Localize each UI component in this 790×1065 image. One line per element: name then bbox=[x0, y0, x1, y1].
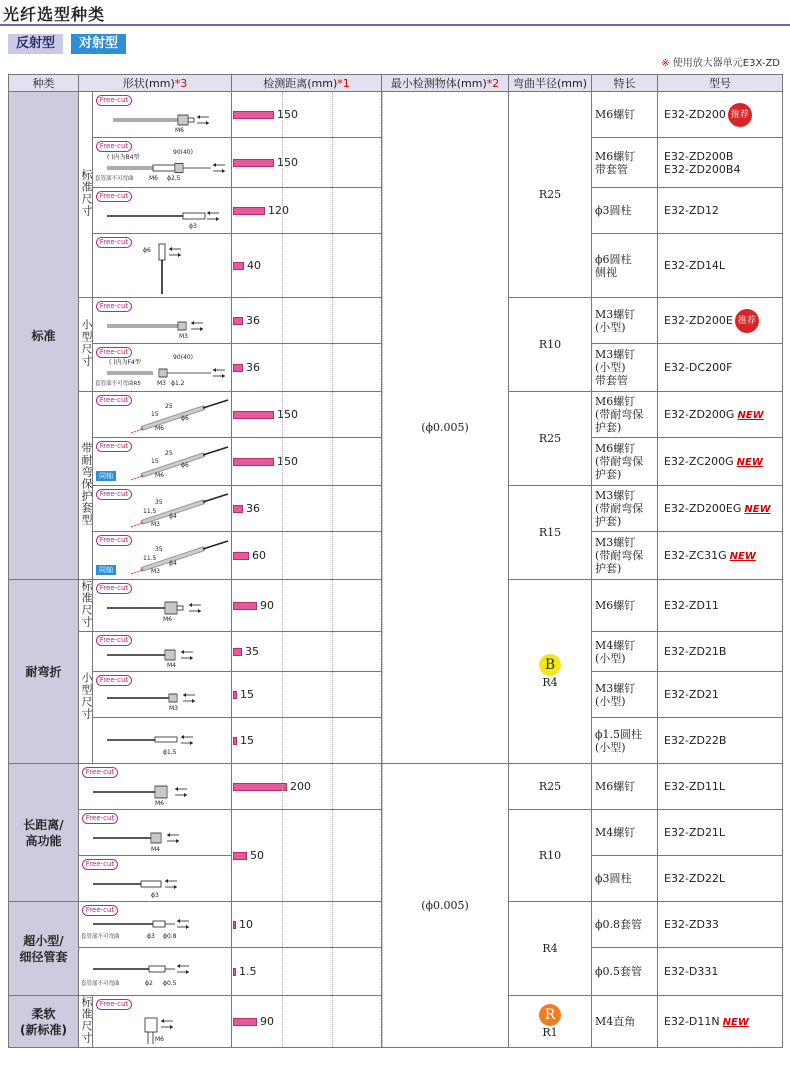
feature-text: ϕ1.5圆柱 (小型) bbox=[592, 718, 658, 764]
distance-bar bbox=[233, 602, 257, 610]
shape-diagram bbox=[93, 188, 232, 234]
category-mini: 超小型/ 细径管套 bbox=[9, 902, 79, 996]
thread-m6: M6 bbox=[155, 425, 164, 432]
subcat-label: 标准尺寸 bbox=[80, 996, 93, 1044]
distance-content bbox=[232, 849, 381, 862]
dim-phi2-5: ϕ2.5 bbox=[167, 175, 181, 182]
distance-value: 150 bbox=[277, 455, 299, 468]
badge-r: R bbox=[539, 1004, 561, 1026]
distance-content bbox=[232, 502, 381, 515]
feature-text: ϕ3圆柱 bbox=[592, 188, 658, 234]
bend-radius-r4a bbox=[509, 580, 592, 764]
new-badge: NEW bbox=[736, 456, 763, 468]
model-number bbox=[658, 486, 783, 532]
tab-through-beam[interactable]: 对射型 bbox=[71, 34, 126, 54]
model-name[interactable]: E32-ZD22L bbox=[664, 872, 726, 886]
model-number bbox=[658, 764, 783, 810]
shape-diagram bbox=[93, 996, 232, 1048]
free-cut-label: Free-cut bbox=[96, 441, 132, 452]
shape-diagram bbox=[93, 138, 232, 188]
subcat-std_size bbox=[79, 580, 93, 632]
bend-radius-r25b: R25 bbox=[509, 392, 592, 486]
fiber-selection-table bbox=[8, 74, 783, 1048]
subcat-small_size bbox=[79, 632, 93, 764]
distance-content bbox=[232, 204, 381, 217]
b4-note: ( )内为B4型 bbox=[107, 154, 140, 161]
header-model: 型号 bbox=[658, 75, 783, 92]
subcat-small_size bbox=[79, 298, 93, 392]
dim-phi3: ϕ3 bbox=[189, 223, 197, 230]
shape-diagram bbox=[93, 234, 232, 298]
dim-phi6: ϕ6 bbox=[181, 462, 189, 469]
distance-content bbox=[232, 599, 381, 612]
model-name[interactable]: E32-ZC31G bbox=[664, 549, 727, 563]
dim-phi4: ϕ4 bbox=[169, 560, 177, 567]
distance-value: 36 bbox=[246, 502, 261, 515]
dim-phi1-2: ϕ1.2 bbox=[171, 380, 185, 387]
dim-phi3: ϕ3 bbox=[151, 892, 159, 899]
dim-90-40: 90(40) bbox=[173, 354, 193, 361]
thread-m6: M6 bbox=[149, 175, 158, 182]
dim-35: 35 bbox=[155, 499, 163, 506]
model-number bbox=[658, 718, 783, 764]
bend-radius-r1 bbox=[509, 996, 592, 1048]
detection-distance bbox=[232, 188, 382, 234]
shape-diagram bbox=[93, 580, 232, 632]
feature-text: M3螺钉 (带耐弯保 护套) bbox=[592, 486, 658, 532]
model-number bbox=[658, 948, 783, 996]
detection-distance bbox=[232, 902, 382, 948]
model-number bbox=[658, 188, 783, 234]
feature-text: M4螺钉 bbox=[592, 810, 658, 856]
dim-phi2: ϕ2 bbox=[145, 980, 153, 987]
thread-m6: M6 bbox=[155, 472, 164, 479]
new-badge: NEW bbox=[737, 409, 764, 421]
free-cut-label: Free-cut bbox=[82, 905, 118, 916]
model-number bbox=[658, 672, 783, 718]
type-tabs bbox=[8, 34, 126, 54]
subcat-label: 标准尺寸 bbox=[80, 169, 93, 217]
f4-note: ( )内为F4型 bbox=[109, 359, 141, 366]
distance-bar bbox=[233, 552, 249, 560]
dim-90-40: 90(40) bbox=[173, 149, 193, 156]
distance-value: 35 bbox=[245, 645, 260, 658]
header-shape bbox=[79, 75, 232, 92]
distance-bar bbox=[233, 968, 236, 976]
shape-diagram bbox=[79, 948, 232, 996]
free-cut-label: Free-cut bbox=[96, 347, 132, 358]
distance-bar bbox=[233, 458, 274, 466]
dim-phi6: ϕ6 bbox=[143, 247, 151, 254]
sleeve-note: 套管部不可弯曲 bbox=[95, 176, 134, 182]
bend-radius-r10b: R10 bbox=[509, 810, 592, 902]
feature-text: ϕ0.8套管 bbox=[592, 902, 658, 948]
shape-diagram bbox=[93, 92, 232, 138]
model-number bbox=[658, 996, 783, 1048]
distance-content bbox=[232, 314, 381, 327]
feature-text: M4螺钉 (小型) bbox=[592, 632, 658, 672]
distance-bar bbox=[233, 317, 243, 325]
sleeve-note: 套管部不可弯曲 bbox=[81, 934, 120, 940]
fiber-shape-drawing bbox=[79, 948, 230, 994]
model-number bbox=[658, 138, 783, 188]
header-bend-radius: 弯曲半径(mm) bbox=[509, 75, 592, 92]
shape-diagram bbox=[79, 856, 232, 902]
detection-distance bbox=[232, 580, 382, 632]
free-cut-label: Free-cut bbox=[96, 237, 132, 248]
shape-diagram bbox=[93, 632, 232, 672]
distance-bar bbox=[233, 262, 244, 270]
model-name[interactable]: E32-ZD200 bbox=[664, 108, 726, 121]
sleeve-note: 套管部不可弯曲 bbox=[81, 981, 120, 987]
dim-phi4: ϕ4 bbox=[169, 513, 177, 520]
shape-diagram bbox=[79, 764, 232, 810]
detection-distance bbox=[232, 996, 382, 1048]
detection-distance bbox=[232, 532, 382, 580]
model-name[interactable]: E32-ZD12 bbox=[664, 204, 719, 218]
distance-bar bbox=[233, 364, 243, 372]
feature-text: M6螺钉 bbox=[592, 764, 658, 810]
badge-b: B bbox=[539, 654, 561, 676]
free-cut-label: Free-cut bbox=[96, 395, 132, 406]
distance-value: 36 bbox=[246, 361, 261, 374]
shape-diagram bbox=[93, 486, 232, 532]
note-text: 使用放大器单元E3X-ZD bbox=[669, 58, 780, 69]
distance-value: 15 bbox=[240, 734, 255, 747]
distance-value: 15 bbox=[240, 688, 255, 701]
amplifier-note bbox=[661, 54, 780, 69]
distance-bar bbox=[233, 783, 287, 791]
distance-bar bbox=[233, 852, 247, 860]
dim-35: 35 bbox=[155, 546, 163, 553]
model-number bbox=[658, 344, 783, 392]
model-number bbox=[658, 92, 783, 138]
header-min-object-label: 最小检测物体(mm) bbox=[390, 77, 487, 90]
distance-value: 60 bbox=[252, 549, 267, 562]
distance-value: 1.5 bbox=[239, 965, 257, 978]
dim-phi0-8: ϕ0.8 bbox=[163, 933, 177, 940]
thread-m3: M3 bbox=[151, 521, 160, 528]
distance-bar bbox=[233, 159, 274, 167]
detection-distance bbox=[232, 948, 382, 996]
bend-radius-value: R4 bbox=[542, 676, 558, 689]
feature-text: M6螺钉 (带耐弯保 护套) bbox=[592, 392, 658, 438]
fiber-shape-drawing bbox=[93, 718, 230, 762]
model-number bbox=[658, 234, 783, 298]
title-underline bbox=[0, 24, 790, 26]
model-name[interactable]: E32-ZD22B bbox=[664, 734, 727, 748]
distance-content bbox=[232, 361, 381, 374]
free-cut-label: Free-cut bbox=[96, 141, 132, 152]
free-cut-label: Free-cut bbox=[96, 635, 132, 646]
model-name[interactable]: E32-ZD200E bbox=[664, 314, 733, 327]
detection-distance bbox=[232, 632, 382, 672]
distance-bar bbox=[233, 111, 274, 119]
bend-radius-r15: R15 bbox=[509, 486, 592, 580]
free-cut-label: Free-cut bbox=[96, 675, 132, 686]
radius-badge-wrap bbox=[509, 1004, 591, 1026]
min-object-b: (ϕ0.005) bbox=[382, 764, 509, 1048]
shape-diagram bbox=[93, 392, 232, 438]
distance-bar bbox=[233, 207, 265, 215]
dim-15: 15 bbox=[151, 411, 159, 418]
new-badge: NEW bbox=[744, 503, 771, 515]
bend-radius-r25a: R25 bbox=[509, 92, 592, 298]
header-kind: 种类 bbox=[9, 75, 79, 92]
coaxial-tag: 同轴 bbox=[96, 471, 116, 481]
subcat-label: 带耐弯保护套型 bbox=[80, 442, 93, 526]
distance-content bbox=[232, 408, 381, 421]
distance-bar bbox=[233, 737, 237, 745]
thread-m6: M6 bbox=[175, 127, 184, 134]
table-row bbox=[9, 92, 783, 138]
feature-text: ϕ0.5套管 bbox=[592, 948, 658, 996]
shape-diagram bbox=[93, 438, 232, 486]
detection-distance bbox=[232, 92, 382, 138]
header-distance-note: *1 bbox=[337, 77, 350, 90]
model-name[interactable]: E32-ZD21B bbox=[664, 645, 727, 659]
min-object-a: (ϕ0.005) bbox=[382, 92, 509, 764]
distance-value: 50 bbox=[250, 849, 265, 862]
distance-bar bbox=[233, 648, 242, 656]
category-soft: 柔软 (新标准) bbox=[9, 996, 79, 1048]
sleeve-note-r5: 套管部不可弯曲R5 bbox=[95, 381, 141, 387]
feature-text: M3螺钉 (小型) bbox=[592, 298, 658, 344]
bend-radius-value: R1 bbox=[542, 1026, 558, 1039]
feature-text: ϕ6圆柱 侧视 bbox=[592, 234, 658, 298]
model-name[interactable]: E32-ZD200G bbox=[664, 408, 735, 422]
header-feature: 特长 bbox=[592, 75, 658, 92]
thread-m6: M6 bbox=[155, 800, 164, 807]
model-name[interactable]: E32-DC200F bbox=[664, 361, 733, 375]
thread-m3: M3 bbox=[169, 705, 178, 712]
free-cut-label: Free-cut bbox=[82, 813, 118, 824]
model-number bbox=[658, 902, 783, 948]
distance-content bbox=[232, 688, 381, 701]
tab-reflective[interactable]: 反射型 bbox=[8, 34, 63, 54]
feature-text: ϕ3圆柱 bbox=[592, 856, 658, 902]
thread-m4: M4 bbox=[151, 846, 160, 853]
detection-distance bbox=[232, 438, 382, 486]
thread-m3: M3 bbox=[151, 568, 160, 575]
thread-m4: M4 bbox=[167, 662, 176, 669]
distance-bar bbox=[233, 1018, 257, 1026]
note-mark: ※ bbox=[661, 58, 670, 69]
coaxial-tag: 同轴 bbox=[96, 565, 116, 575]
model-number bbox=[658, 580, 783, 632]
new-badge: NEW bbox=[722, 1016, 749, 1028]
detection-distance bbox=[232, 344, 382, 392]
shape-diagram bbox=[93, 718, 232, 764]
model-number bbox=[658, 532, 783, 580]
subcat-std_size bbox=[79, 996, 93, 1048]
shape-diagram bbox=[79, 902, 232, 948]
distance-value: 40 bbox=[247, 259, 262, 272]
detection-distance bbox=[232, 718, 382, 764]
distance-content bbox=[232, 455, 381, 468]
category-bend: 耐弯折 bbox=[9, 580, 79, 764]
free-cut-label: Free-cut bbox=[96, 583, 132, 594]
model-name[interactable]: E32-ZD11L bbox=[664, 780, 726, 794]
model-name[interactable]: E32-D331 bbox=[664, 965, 719, 979]
distance-content bbox=[232, 259, 381, 272]
distance-value: 90 bbox=[260, 1015, 275, 1028]
distance-content bbox=[232, 918, 381, 931]
distance-bar bbox=[233, 691, 237, 699]
detection-distance bbox=[232, 764, 382, 810]
subcat-label: 标准尺寸 bbox=[80, 580, 93, 628]
model-number bbox=[658, 392, 783, 438]
model-number bbox=[658, 810, 783, 856]
bend-radius-r10a: R10 bbox=[509, 298, 592, 392]
model-number bbox=[658, 298, 783, 344]
distance-value: 150 bbox=[277, 156, 299, 169]
detection-distance bbox=[232, 486, 382, 532]
distance-bar bbox=[233, 411, 274, 419]
thread-m3: M3 bbox=[157, 380, 166, 387]
distance-content bbox=[232, 645, 381, 658]
free-cut-label: Free-cut bbox=[96, 535, 132, 546]
feature-text: M6螺钉 bbox=[592, 92, 658, 138]
shape-diagram bbox=[93, 344, 232, 392]
distance-content bbox=[232, 734, 381, 747]
dim-11-5: 11.5 bbox=[143, 508, 157, 515]
model-name[interactable]: E32-ZD200EG bbox=[664, 502, 742, 516]
distance-content bbox=[232, 1015, 381, 1028]
model-name[interactable]: E32-ZD21 bbox=[664, 688, 719, 702]
page-title: 光纤选型种类 bbox=[3, 5, 106, 24]
distance-content bbox=[232, 108, 381, 121]
subcat-label: 小型尺寸 bbox=[80, 672, 93, 720]
feature-text: M3螺钉 (小型) 带套管 bbox=[592, 344, 658, 392]
subcat-label: 小型尺寸 bbox=[80, 319, 93, 367]
free-cut-label: Free-cut bbox=[82, 859, 118, 870]
header-min-object bbox=[382, 75, 509, 92]
dim-25: 25 bbox=[165, 403, 173, 410]
dim-15: 15 bbox=[151, 458, 159, 465]
header-distance bbox=[232, 75, 382, 92]
dim-phi0-5: ϕ0.5 bbox=[163, 980, 177, 987]
feature-text: M3螺钉 (带耐弯保 护套) bbox=[592, 532, 658, 580]
subcat-std_size bbox=[79, 92, 93, 298]
shape-diagram bbox=[93, 532, 232, 580]
detection-distance bbox=[232, 392, 382, 438]
detection-distance bbox=[232, 672, 382, 718]
table-row bbox=[9, 764, 783, 810]
model-name[interactable]: E32-ZC200G bbox=[664, 455, 734, 469]
feature-text: M6螺钉 (带耐弯保 护套) bbox=[592, 438, 658, 486]
distance-content bbox=[232, 965, 381, 978]
header-shape-label: 形状(mm) bbox=[122, 77, 175, 90]
header-min-object-note: *2 bbox=[486, 77, 500, 90]
thread-m6: M6 bbox=[155, 1036, 164, 1043]
free-cut-label: Free-cut bbox=[96, 301, 132, 312]
recommend-badge: 推荐 bbox=[728, 103, 752, 127]
distance-bar bbox=[233, 505, 243, 513]
shape-diagram bbox=[93, 298, 232, 344]
subcat-protect bbox=[79, 392, 93, 580]
model-number bbox=[658, 632, 783, 672]
thread-m6: M6 bbox=[163, 616, 172, 623]
shape-diagram bbox=[79, 810, 232, 856]
radius-badge-wrap bbox=[509, 654, 591, 676]
distance-value: 150 bbox=[277, 108, 299, 121]
model-name[interactable]: E32-ZD200B E32-ZD200B4 bbox=[664, 149, 741, 176]
free-cut-label: Free-cut bbox=[96, 489, 132, 500]
dim-phi3: ϕ3 bbox=[147, 933, 155, 940]
distance-value: 120 bbox=[268, 204, 290, 217]
detection-distance bbox=[232, 234, 382, 298]
feature-text: M6螺钉 带套管 bbox=[592, 138, 658, 188]
distance-value: 36 bbox=[246, 314, 261, 327]
distance-bar bbox=[233, 921, 236, 929]
category-long: 长距离/ 高功能 bbox=[9, 764, 79, 902]
free-cut-label: Free-cut bbox=[96, 999, 132, 1010]
recommend-badge: 推荐 bbox=[735, 309, 759, 333]
free-cut-label: Free-cut bbox=[96, 191, 132, 202]
dim-phi6: ϕ6 bbox=[181, 415, 189, 422]
model-number bbox=[658, 856, 783, 902]
shape-diagram bbox=[93, 672, 232, 718]
distance-value: 90 bbox=[260, 599, 275, 612]
bend-radius-r25c: R25 bbox=[509, 764, 592, 810]
distance-content bbox=[232, 549, 381, 562]
thread-m3: M3 bbox=[179, 333, 188, 340]
distance-content bbox=[232, 780, 381, 793]
bend-radius-r4b: R4 bbox=[509, 902, 592, 996]
category-standard: 标准 bbox=[9, 92, 79, 580]
feature-text: M3螺钉 (小型) bbox=[592, 672, 658, 718]
header-shape-note: *3 bbox=[174, 77, 188, 90]
detection-distance bbox=[232, 138, 382, 188]
free-cut-label: Free-cut bbox=[82, 767, 118, 778]
header-distance-label: 检测距离(mm) bbox=[263, 77, 338, 90]
new-badge: NEW bbox=[729, 550, 756, 562]
dim-11-5: 11.5 bbox=[143, 555, 157, 562]
free-cut-label: Free-cut bbox=[96, 95, 132, 106]
model-name[interactable]: E32-ZD14L bbox=[664, 259, 726, 273]
distance-value: 10 bbox=[239, 918, 254, 931]
distance-value: 150 bbox=[277, 408, 299, 421]
distance-content bbox=[232, 156, 381, 169]
model-name[interactable]: E32-D11N bbox=[664, 1015, 720, 1029]
distance-value: 200 bbox=[290, 780, 312, 793]
feature-text: M6螺钉 bbox=[592, 580, 658, 632]
model-name[interactable]: E32-ZD11 bbox=[664, 599, 719, 613]
model-name[interactable]: E32-ZD33 bbox=[664, 918, 719, 932]
detection-distance bbox=[232, 810, 382, 902]
model-name[interactable]: E32-ZD21L bbox=[664, 826, 726, 840]
detection-distance bbox=[232, 298, 382, 344]
dim-phi1-5: ϕ1.5 bbox=[163, 749, 177, 756]
feature-text: M4直角 bbox=[592, 996, 658, 1048]
model-number bbox=[658, 438, 783, 486]
dim-25: 25 bbox=[165, 450, 173, 457]
